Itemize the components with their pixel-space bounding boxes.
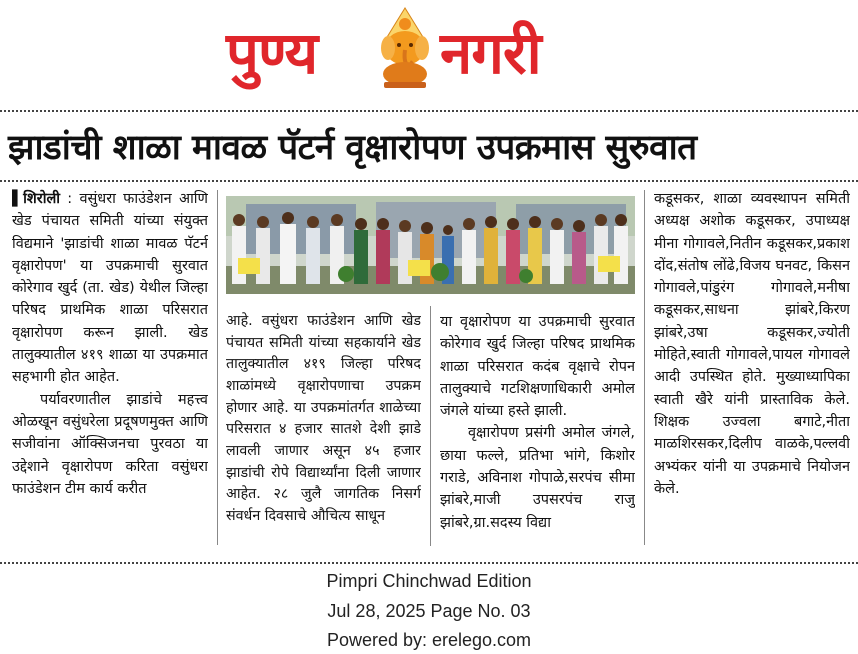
paragraph: आहे. वसुंधरा फाउंडेशन आणि खेड पंचायत समिती यांच्या सहकार्याने खेड तालुक्यातील ४१९ जिल्हा परिषद शाळांमध्ये वृक्षारोपणाचा उपक्रम होणार आहे. या उपक्रमांतर्गत शाळेच्या परिसरात ४ हजार सातशे देशी झाडे लावली जाणार असून ४५ हजार झाडांची रोपे विद्यार्थ्यांना दिली जाणार आहेत. २८ जुलै जागतिक निसर्ग संवर्धन दिवसाचे औचित्य साधून — [226, 313, 421, 524]
paragraph: या वृक्षारोपण या उपक्रमाची सुरवात कोरेगाव खुर्द जिल्हा परिषद प्राथमिक शाळा परिसरात कदंब वृक्षाचे रोपन तालुक्याचे गटशिक्षणाधिकारी अमोल जंगले यांच्या हस्ते झाली. — [440, 314, 635, 420]
dateline-marker-icon: ▌ — [12, 191, 24, 207]
date-page-label: Jul 28, 2025 Page No. 03 — [327, 601, 531, 621]
divider-bottom — [0, 562, 858, 564]
column-rule — [644, 190, 645, 545]
dateline: शिरोली — [23, 191, 61, 207]
column-rule — [217, 190, 218, 545]
group-photo-image — [226, 196, 635, 294]
column-rule — [430, 306, 431, 546]
article-column-2 — [226, 311, 421, 551]
paragraph: कडूसकर, शाळा व्यवस्थापन समिती अध्यक्ष अशोक कडूसकर, उपाध्यक्ष मीना गोगावले,नितीन कडूसकर,प्रकाश दोंद,संतोष लोंढे,विजय घनवट, किसन गोगावले,पांडुरंग गोगावले,मनीषा कडूसकर,साधना झांबरे,किरण झांबरे,उषा कडूसकर,ज्योती मोहिते,स्वाती गोगावले,पायल गोगावले आदी उपस्थित होते. मुख्याध्यापिका स्वाती खैरे यांनी प्रास्ताविक केले. शिक्षक उज्वला बगाटे,नीता माळशिरसकर,दिलीप वाळके,पल्लवी अभ्यंकर यांनी या उपक्रमाचे नियोजन केले. — [654, 191, 850, 497]
logo-text-left: पुण्य — [226, 19, 318, 87]
paragraph: वृक्षारोपण प्रसंगी अमोल जंगले, छाया फल्ले, प्रतिभा भांगे, किशोर गराडे, अविनाश गोपाळे,सरपंच सीमा झांबरे,माजी उपसरपंच राजु झांबरे,ग्रा.सदस्य विद्या — [440, 425, 635, 531]
paragraph: पर्यावरणातील झाडांचे महत्त्व ओळखून वसुंधरेला प्रदूषणमुक्त आणि सजीवांना ऑक्सिजनचा पुरवठा या उद्देशाने वृक्षारोपण करिता वसुंधरा फाउंडेशन टीम कार्य करीत — [12, 391, 208, 497]
article-column-3 — [440, 311, 635, 551]
divider-top — [0, 110, 858, 112]
article-column-4 — [654, 188, 850, 552]
paragraph: वसुंधरा फाउंडेशन आणि खेड पंचायत समिती यांच्या संयुक्त विद्यमाने 'झाडांची शाळा मावळ पॅटर्न वृक्षारोपण' या उपक्रमाची सुरवात कोरेगाव खुर्द (ता. खेड) येथील जिल्हा परिषद प्राथमिक शाळा परिसरात वृक्षारोपण करून झाली. खेड तालुक्यातील ४१९ शाळा या उपक्रमात सहभागी होत आहेत. — [12, 191, 208, 386]
divider-headline — [0, 180, 858, 182]
logo-text-right: नगरी — [440, 19, 541, 87]
edition-label: Pimpri Chinchwad Edition — [326, 571, 532, 591]
article-column-1: ▌शिरोली : वसुंधरा फाउंडेशन आणि खेड पंचायत समिती यांच्या संयुक्त विद्यमाने 'झाडांची शाळा मावळ पॅटर्न वृक्षारोपण' या उपक्रमाची सुरवात कोरेगाव खुर्द (ता. खेड) येथील जिल्हा परिषद प्राथमिक शाळा परिसरात वृक्षारोपण करून झाली. खेड तालुक्यातील ४१९ शाळा या उपक्रमात सहभागी होत आहेत. पर्यावरणातील झाडांचे महत्त्व ओळखून वसुंधरेला प्रदूषणमुक्त आणि सजीवांना ऑक्सिजनचा पुरवठा या उद्देशाने वृक्षारोपण करिता वसुंधरा फाउंडेशन टीम कार्य करीत — [12, 188, 208, 552]
headline: झाडांची शाळा मावळ पॅटर्न वृक्षारोपण उपक्रमास सुरुवात — [8, 128, 697, 168]
masthead — [0, 0, 858, 108]
news-photo — [226, 196, 635, 294]
ganesha-logo-icon — [374, 4, 436, 90]
powered-by-label: Powered by: erelego.com — [326, 630, 532, 650]
